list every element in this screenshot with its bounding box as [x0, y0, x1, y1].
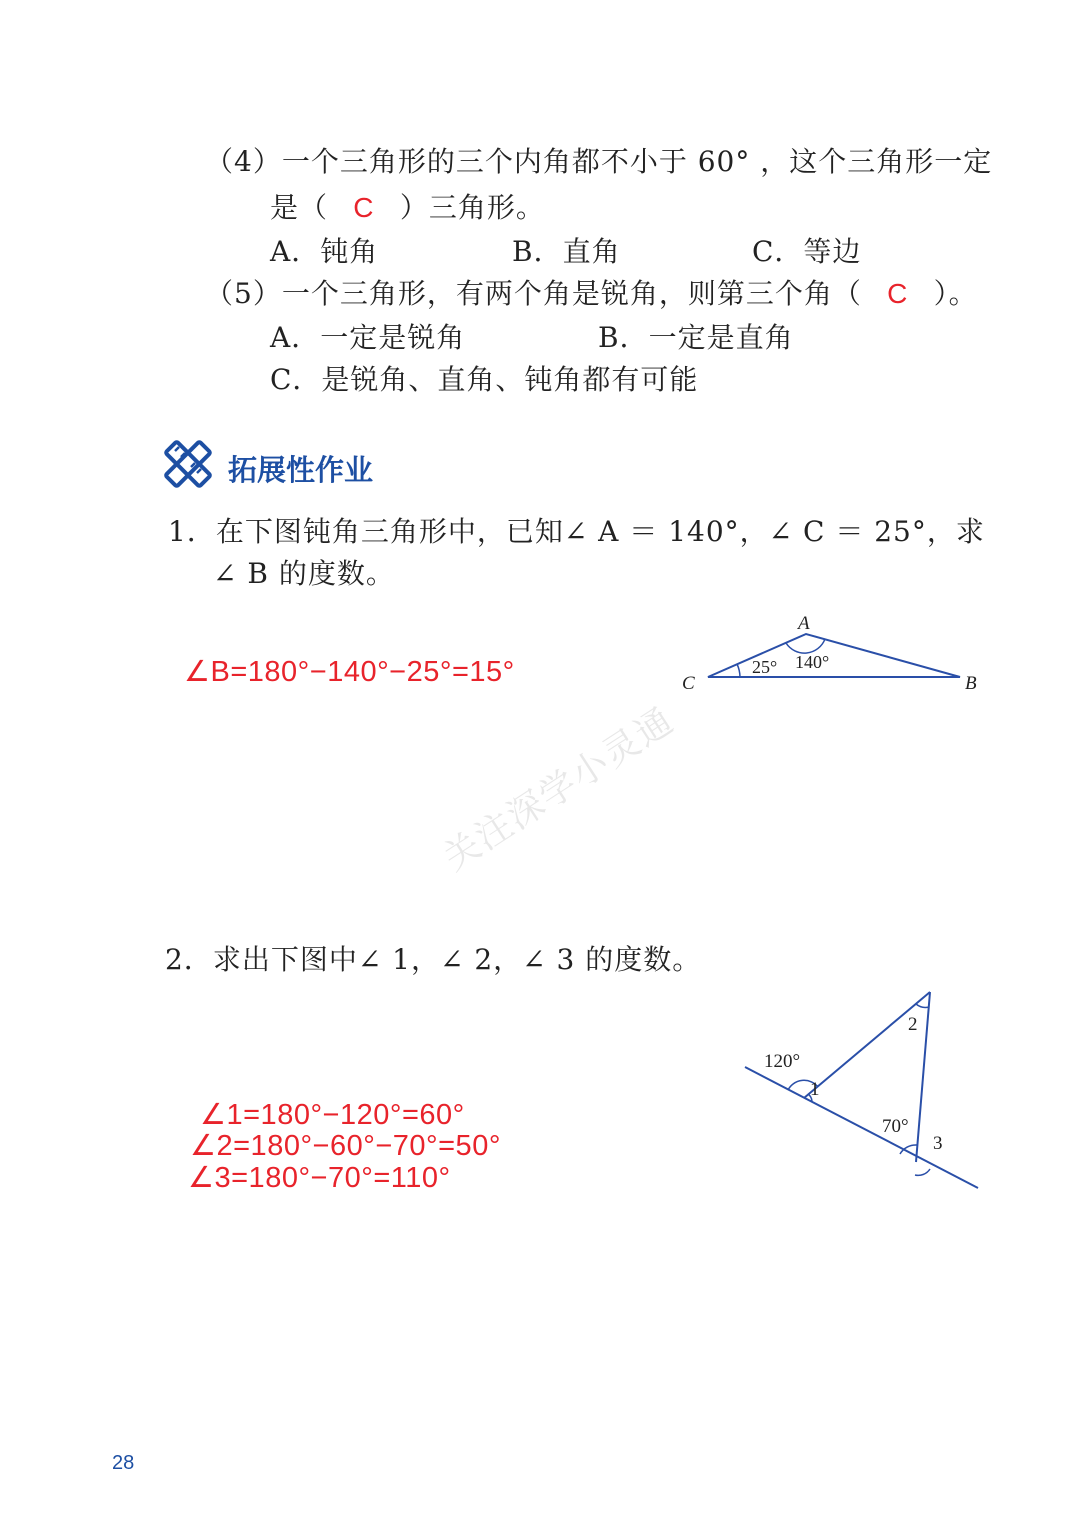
label-1: 1	[810, 1079, 820, 1100]
watermark-text: 关注深学小灵通	[436, 699, 682, 880]
p1-triangle-figure	[670, 605, 990, 704]
angle-c-value: 25°	[752, 657, 778, 677]
q4-option-c: C．等边	[752, 235, 862, 268]
p1-answer: ∠B=180°−140°−25°=15°	[184, 656, 515, 688]
p2-triangle-figure	[740, 985, 990, 1199]
ext-angle-value: 120°	[764, 1051, 801, 1072]
label-c: C	[682, 673, 695, 694]
inner-angle-value: 70°	[882, 1116, 909, 1137]
p2-answer1: ∠1=180°−120°=60°	[200, 1099, 465, 1131]
angle-2-arc	[916, 1004, 929, 1007]
q4-line1: （4）一个三角形的三个内角都不小于 60° ，这个三角形一定	[205, 145, 993, 178]
q5-text-suffix: ）。	[933, 277, 978, 310]
label-b: B	[965, 673, 977, 694]
side-right	[916, 992, 930, 1162]
label-3: 3	[933, 1133, 943, 1154]
side-left	[804, 992, 930, 1098]
p1-line1: 1．在下图钝角三角形中，已知∠ A ＝ 140°，∠ C ＝ 25°，求	[168, 515, 985, 548]
q5-option-c: C．是锐角、直角、钝角都有可能	[270, 363, 699, 396]
q5-option-a: A．一定是锐角	[270, 321, 466, 354]
section-title: 拓展性作业	[228, 453, 374, 487]
q4-option-b: B．直角	[512, 235, 621, 268]
q5-answer: C	[887, 278, 909, 309]
q4-answer: C	[353, 192, 375, 223]
page-number: 28	[112, 1452, 135, 1474]
ruler-pencil-icon	[160, 436, 216, 496]
q5-line	[205, 272, 978, 312]
q4-line2	[270, 186, 545, 226]
q5-text-prefix: （5）一个三角形，有两个角是锐角，则第三个角（	[205, 277, 862, 310]
q4-line2-prefix: 是（	[270, 191, 329, 224]
p1-line2: ∠ B 的度数。	[213, 557, 395, 590]
q4-option-a: A．钝角	[270, 235, 379, 268]
p2-line1: 2．求出下图中∠ 1，∠ 2，∠ 3 的度数。	[165, 943, 702, 976]
q4-line2-suffix: ）三角形。	[399, 191, 545, 224]
label-2: 2	[908, 1014, 918, 1035]
triangle-abc	[708, 634, 960, 677]
p2-answer2: ∠2=180°−60°−70°=50°	[190, 1130, 501, 1162]
label-a: A	[798, 613, 810, 634]
p2-answer3: ∠3=180°−70°=110°	[188, 1162, 451, 1194]
q5-option-b: B．一定是直角	[598, 321, 794, 354]
base-line	[745, 1067, 978, 1188]
angle-3-arc	[915, 1169, 930, 1175]
angle-c-arc	[737, 664, 740, 677]
angle-a-value: 140°	[795, 652, 830, 672]
